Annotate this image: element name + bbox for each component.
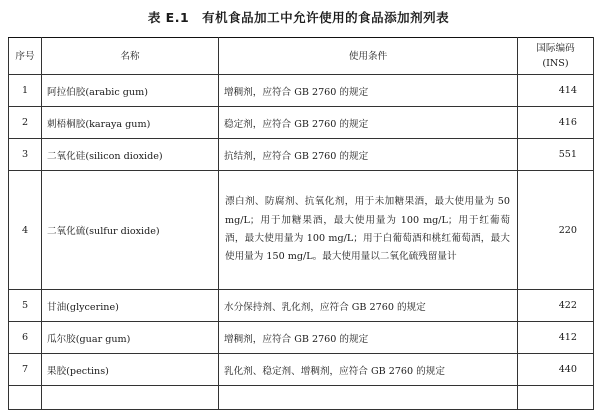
header-ins-line2: (INS) xyxy=(542,58,569,69)
header-condition: 使用条件 xyxy=(219,38,518,75)
cell-condition: 水分保持剂、乳化剂，应符合 GB 2760 的规定 xyxy=(219,290,518,322)
cell-no: 4 xyxy=(9,171,42,290)
cell-no: 5 xyxy=(9,290,42,322)
cell-condition: 增稠剂，应符合 GB 2760 的规定 xyxy=(219,322,518,354)
table-row xyxy=(9,290,594,322)
table-header-row xyxy=(9,38,594,75)
cell-name: 二氧化硅(silicon dioxide) xyxy=(42,139,219,171)
table-row xyxy=(9,107,594,139)
cell-no: 6 xyxy=(9,322,42,354)
table-row xyxy=(9,322,594,354)
table-row xyxy=(9,75,594,107)
header-ins xyxy=(518,38,594,75)
header-name: 名称 xyxy=(42,38,219,75)
header-ins-line1: 国际编码 xyxy=(536,43,575,54)
cell-no: 3 xyxy=(9,139,42,171)
cell-no: 1 xyxy=(9,75,42,107)
cell-ins: 422 xyxy=(518,290,594,322)
cell-name: 二氧化硫(sulfur dioxide) xyxy=(42,171,219,290)
table-row xyxy=(9,139,594,171)
cell-ins: 414 xyxy=(518,75,594,107)
cell-name: 甘油(glycerine) xyxy=(42,290,219,322)
cell-name: 刺梧桐胶(karaya gum) xyxy=(42,107,219,139)
table-row-cut xyxy=(9,386,594,410)
cell-name: 果胶(pectins) xyxy=(42,354,219,386)
cell-condition: 抗结剂，应符合 GB 2760 的规定 xyxy=(219,139,518,171)
cell-ins: 551 xyxy=(518,139,594,171)
cell-condition: 乳化剂、稳定剂、增稠剂，应符合 GB 2760 的规定 xyxy=(219,354,518,386)
cell-ins: 416 xyxy=(518,107,594,139)
cell-ins: 412 xyxy=(518,322,594,354)
cell-no: 2 xyxy=(9,107,42,139)
additives-table xyxy=(8,37,594,410)
cell-name: 瓜尔胶(guar gum) xyxy=(42,322,219,354)
cell-condition: 稳定剂，应符合 GB 2760 的规定 xyxy=(219,107,518,139)
cell-no: 7 xyxy=(9,354,42,386)
table-title: 表 E.1 有机食品加工中允许使用的食品添加剂列表 xyxy=(147,10,450,25)
cell-name: 阿拉伯胶(arabic gum) xyxy=(42,75,219,107)
cell-ins: 440 xyxy=(518,354,594,386)
header-no: 序号 xyxy=(9,38,42,75)
cell-condition: 增稠剂，应符合 GB 2760 的规定 xyxy=(219,75,518,107)
cell-ins: 220 xyxy=(518,171,594,290)
cell-condition: 漂白剂、防腐剂、抗氧化剂，用于未加糖果酒，最大使用量为 50 mg/L；用于加糖果酒，最大使用量为 100 mg/L；用于红葡萄酒，最大使用量为 100 mg/L；用于白葡萄酒和桃红葡萄酒，最大使用量为 150 mg/L。最大使用量以二氧化硫残留量计 xyxy=(219,171,518,290)
table-row xyxy=(9,171,594,290)
table-row xyxy=(9,354,594,386)
